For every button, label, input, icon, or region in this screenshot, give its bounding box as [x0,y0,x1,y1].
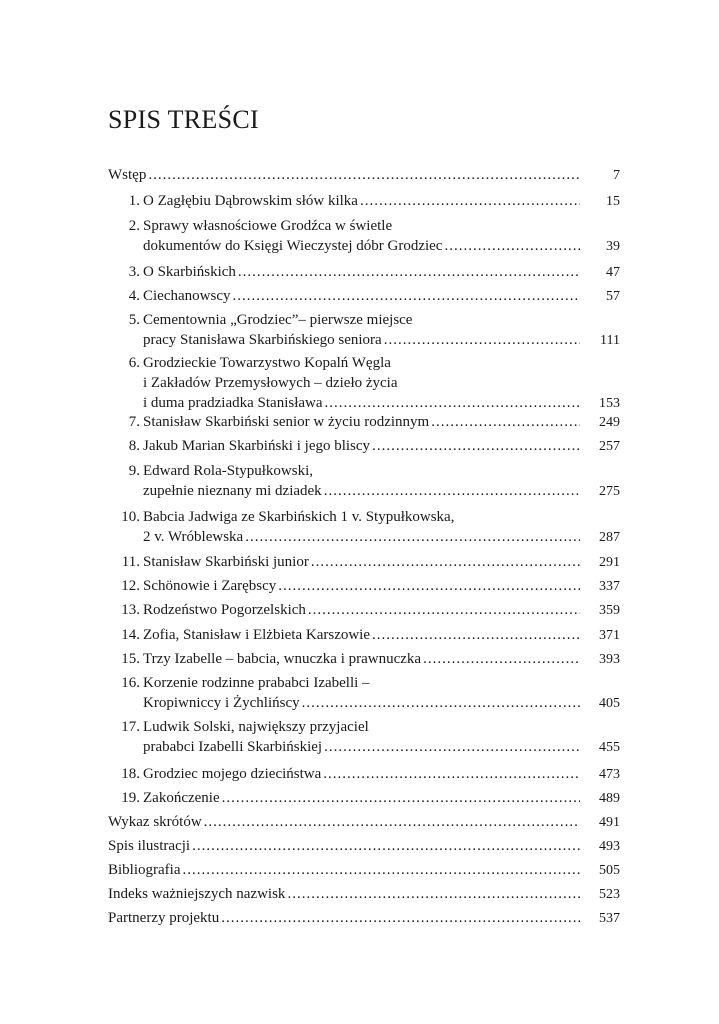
toc-entry [108,165,620,186]
dot-leader [278,576,580,596]
toc-entry [108,673,620,714]
toc-entry [108,353,620,414]
dot-leader [222,788,580,808]
toc-page-number: 257 [599,439,620,454]
toc-entry-line [108,717,620,737]
toc-entry [108,576,620,597]
toc-page-number: 473 [599,767,620,782]
toc-entry-line [108,461,620,481]
toc-page-number: 249 [599,415,620,430]
toc-entry-number: 17. [121,719,140,735]
toc-entry-line [108,507,620,527]
toc-entry-line [108,436,620,457]
toc-page-number: 405 [599,696,620,711]
toc-entry [108,649,620,670]
toc-entry-line [108,552,620,573]
toc-entry-number: 11. [121,554,140,570]
dot-leader [323,764,580,784]
toc-entry [108,717,620,758]
toc-entry-title: Korzenie rodzinne prababci Izabelli – [143,675,370,691]
toc-entry-number: 7. [128,414,140,430]
toc-entry-title: Schönowie i Zarębscy [143,578,277,594]
toc-page-number: 7 [613,168,620,183]
toc-page-number: 15 [606,194,620,209]
toc-entry-line [108,286,620,307]
toc-entry-number: 2. [128,218,140,234]
toc-entry-line [108,527,620,548]
toc-entry-number: 16. [121,675,140,691]
page-title: SPIS TREŚCI [108,105,259,134]
dot-leader [302,693,580,713]
dot-leader [232,286,580,306]
dot-leader [148,165,580,185]
toc-entry-number: 5. [128,312,140,328]
toc-entry-title: 2 v. Wróblewska [143,529,244,545]
toc-entry-line [108,576,620,597]
toc-entry-title: Ciechanowscy [143,288,231,304]
toc-page-number: 337 [599,579,620,594]
toc-page-number: 505 [599,863,620,878]
toc-entry-title: Zofia, Stanisław i Elżbieta Karszowie [143,627,371,643]
dot-leader [324,737,580,757]
toc-entry-number: 12. [121,578,140,594]
toc-entry-line [108,191,620,212]
toc-entry [108,836,620,857]
dot-leader [238,262,580,282]
toc-page-number: 153 [599,396,620,411]
dot-leader [308,600,580,620]
toc-entry-title: Grodzieckie Towarzystwo Kopalń Węgla [143,355,391,371]
toc-entry-line [108,481,620,502]
toc-page-number: 491 [599,815,620,830]
toc-entry-title: dokumentów do Księgi Wieczystej dóbr Grodziec [143,238,443,254]
toc-entry-number: 10. [121,509,140,525]
toc-entry-line [108,884,620,905]
toc-page-number: 275 [599,484,620,499]
dot-leader [221,908,580,928]
toc-entry [108,507,620,548]
toc-entry [108,286,620,307]
toc-entry-line [108,393,620,414]
toc-entry-line [108,860,620,881]
toc-page-number: 523 [599,887,620,902]
toc-entry-title: Indeks ważniejszych nazwisk [108,886,286,902]
toc-entry-title: Cementownia „Grodziec”– pierwsze miejsce [143,312,413,328]
toc-entry-number: 19. [121,790,140,806]
dot-leader [245,527,580,547]
toc-entry-line [108,737,620,758]
toc-page-number: 39 [606,239,620,254]
toc-entry [108,625,620,646]
toc-entry [108,310,620,351]
toc-entry-line [108,649,620,670]
toc-entry-number: 1. [128,193,140,209]
toc-entry-title: Rodzeństwo Pogorzelskich [143,602,306,618]
toc-entry [108,262,620,283]
dot-leader [311,552,580,572]
toc-entry-title: Wykaz skrótów [108,814,202,830]
toc-entry-line [108,216,620,236]
dot-leader [423,649,580,669]
toc-entry-line [108,788,620,809]
dot-leader [431,412,580,432]
toc-entry-title: Wstęp [108,167,147,183]
toc-entry [108,461,620,502]
dot-leader [192,836,580,856]
toc-entry-number: 14. [121,627,140,643]
toc-page-number: 57 [606,289,620,304]
toc-entry-title: Bibliografia [108,862,181,878]
dot-leader [372,625,580,645]
toc-entry-title: Spis ilustracji [108,838,191,854]
toc-entry-title: i duma pradziadka Stanisława [143,395,323,411]
dot-leader [360,191,580,211]
toc-entry-title: Edward Rola-Stypułkowski, [143,463,313,479]
toc-entry-number: 9. [128,463,140,479]
toc-page-number: 489 [599,791,620,806]
dot-leader [384,330,580,350]
toc-entry-title: Sprawy własnościowe Grodźca w świetle [143,218,393,234]
toc-page-number: 537 [599,911,620,926]
toc-entry [108,884,620,905]
toc-entry [108,764,620,785]
dot-leader [324,481,580,501]
toc-entry-title: Grodziec mojego dzieciństwa [143,766,322,782]
toc-entry-line [108,310,620,330]
toc-entry [108,552,620,573]
toc-entry [108,600,620,621]
toc-entry-title: Stanisław Skarbiński senior w życiu rodzinnym [143,414,430,430]
toc-entry-title: Partnerzy projektu [108,910,220,926]
dot-leader [372,436,580,456]
toc-entry [108,788,620,809]
toc-entry [108,191,620,212]
toc-entry-line [108,373,620,393]
dot-leader [287,884,580,904]
toc-page-number: 287 [599,530,620,545]
toc-entry-line [108,693,620,714]
toc-page-number: 493 [599,839,620,854]
toc-entry-number: 15. [121,651,140,667]
toc-page-number: 47 [606,265,620,280]
toc-entry-title: Kropiwniccy i Żychlińscy [143,695,300,711]
dot-leader [325,393,580,413]
toc-entry-title: Trzy Izabelle – babcia, wnuczka i prawnuczka [143,651,422,667]
toc-entry-title: zupełnie nieznany mi dziadek [143,483,322,499]
toc-entry [108,216,620,257]
toc-entry-number: 8. [128,438,140,454]
toc-entry-line [108,836,620,857]
toc-entry-line [108,908,620,929]
toc-page-number: 291 [599,555,620,570]
toc-page-number: 111 [600,333,620,348]
toc-entry-line [108,625,620,646]
toc-entry-line [108,262,620,283]
toc-page-number: 359 [599,603,620,618]
toc-entry-number: 3. [128,264,140,280]
toc-entry-number: 18. [121,766,140,782]
toc-entry-title: O Skarbińskich [143,264,236,280]
toc-entry-line [108,330,620,351]
toc-entry-line [108,165,620,186]
toc-entry-line [108,673,620,693]
toc-entry-line [108,412,620,433]
toc-entry-title: Babcia Jadwiga ze Skarbińskich 1 v. Stypułkowska, [143,509,455,525]
toc-entry [108,436,620,457]
dot-leader [182,860,580,880]
toc-page-number: 371 [599,628,620,643]
dot-leader [204,812,580,832]
toc-entry [108,812,620,833]
dot-leader [444,236,580,256]
toc-entry-title: pracy Stanisława Skarbińskiego seniora [143,332,382,348]
toc-entry [108,860,620,881]
toc-entry-title: Jakub Marian Skarbiński i jego bliscy [143,438,371,454]
toc-entry-number: 13. [121,602,140,618]
toc-entry-title: i Zakładów Przemysłowych – dzieło życia [143,375,398,391]
toc-entry-line [108,236,620,257]
toc-entry-line [108,812,620,833]
toc-entry-line [108,764,620,785]
toc-entry-number: 6. [128,355,140,371]
toc-entry [108,908,620,929]
toc-entry-line [108,600,620,621]
toc-entry-line [108,353,620,373]
toc-page-number: 455 [599,740,620,755]
toc-entry-title: prababci Izabelli Skarbińskiej [143,739,323,755]
toc-entry-title: Zakończenie [143,790,220,806]
toc-entry-number: 4. [128,288,140,304]
toc-entry-title: O Zagłębiu Dąbrowskim słów kilka [143,193,358,209]
toc-entry-title: Stanisław Skarbiński junior [143,554,309,570]
toc-page-number: 393 [599,652,620,667]
toc-entry [108,412,620,433]
toc-entry-title: Ludwik Solski, największy przyjaciel [143,719,369,735]
